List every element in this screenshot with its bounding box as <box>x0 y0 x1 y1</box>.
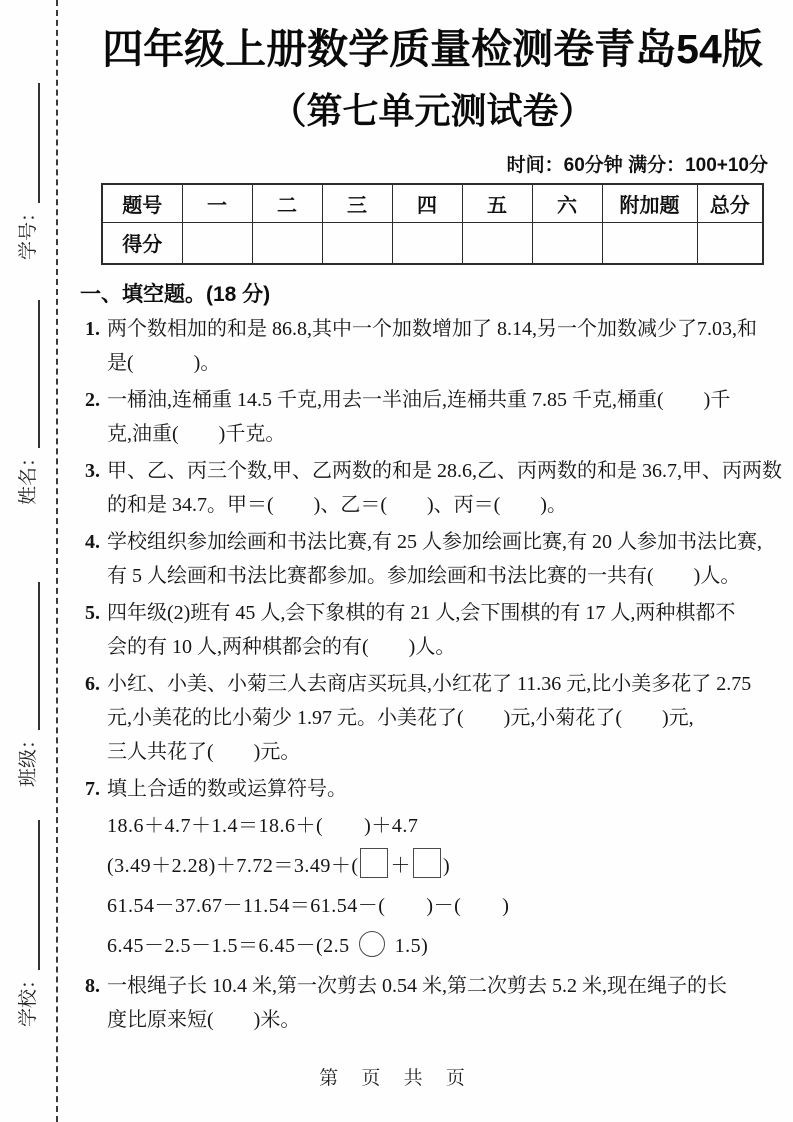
question-line: 的和是 34.7。甲＝( )、乙＝( )、丙＝( )。 <box>107 494 567 517</box>
blank-box <box>360 848 388 878</box>
operator-circle <box>359 931 385 957</box>
question-5 <box>85 596 780 664</box>
question-4 <box>85 525 780 593</box>
score-cell <box>392 222 462 264</box>
question-number: 4. <box>85 531 100 554</box>
question-7 <box>85 772 780 966</box>
question-number: 1. <box>85 318 100 341</box>
score-cell <box>697 222 763 264</box>
student-name-field <box>14 300 44 505</box>
question-number: 6. <box>85 673 100 696</box>
question-6 <box>85 667 780 769</box>
score-header-cell: 三 <box>322 184 392 222</box>
student-id-label: 学号： <box>18 202 39 260</box>
score-cell <box>322 222 392 264</box>
score-cell <box>252 222 322 264</box>
time-score-info: 时间：60分钟 满分：100+10分 <box>506 155 768 177</box>
question-2 <box>85 383 780 451</box>
question-8 <box>85 969 780 1037</box>
score-header-cell: 四 <box>392 184 462 222</box>
class-field <box>14 582 44 787</box>
question-line: 4. 学校组织参加绘画和书法比赛,有 25 人参加绘画比赛,有 20 人参加书法比赛, <box>85 525 780 559</box>
score-header-cell: 一 <box>182 184 252 222</box>
question-line: 元,小美花的比小菊少 1.97 元。小美花了( )元,小菊花了( )元, <box>107 707 694 730</box>
question-number: 2. <box>85 389 100 412</box>
page-subtitle: （第七单元测试卷） <box>270 90 595 132</box>
student-id-field <box>14 83 44 260</box>
score-header-cell: 总分 <box>697 184 763 222</box>
school-label: 学校： <box>18 969 39 1027</box>
fill-line <box>14 83 40 203</box>
score-cell <box>532 222 602 264</box>
score-header-cell: 二 <box>252 184 322 222</box>
score-header-cell: 六 <box>532 184 602 222</box>
question-line: 6. 小红、小美、小菊三人去商店买玩具,小红花了 11.36 元,比小美多花了 2.75 <box>85 667 780 701</box>
class-label: 班级： <box>18 729 39 787</box>
score-table-header-row <box>102 184 763 222</box>
page-footer: 第 页 共 页 <box>319 1068 474 1089</box>
score-table <box>101 183 764 265</box>
question-line: 3. 甲、乙、丙三个数,甲、乙两数的和是 28.6,乙、丙两数的和是 36.7,甲、丙两数 <box>85 454 780 488</box>
question-line: 5. 四年级(2)班有 45 人,会下象棋的有 21 人,会下围棋的有 17 人,两种棋都不 <box>85 596 780 630</box>
score-cell <box>602 222 697 264</box>
binding-margin <box>0 0 58 1122</box>
question-line: 是( )。 <box>107 352 221 375</box>
page-title: 四年级上册数学质量检测卷青岛54版 <box>102 26 763 72</box>
question-1 <box>85 312 780 380</box>
section-title: 一、填空题。(18 分) <box>80 283 271 307</box>
question-line: 会的有 10 人,两种棋都会的有( )人。 <box>107 636 456 659</box>
fill-line <box>14 300 40 448</box>
main-content <box>80 0 782 1040</box>
question-line: 三人共花了( )元。 <box>107 741 301 764</box>
question-line: 2. 一桶油,连桶重 14.5 千克,用去一半油后,连桶共重 7.85 千克,桶重( )千 <box>85 383 780 417</box>
score-header-cell: 题号 <box>102 184 182 222</box>
question-line: 克,油重( )千克。 <box>107 423 286 446</box>
question-number: 5. <box>85 602 100 625</box>
school-field <box>14 820 44 1027</box>
question-line: 度比原来短( )米。 <box>107 1009 301 1032</box>
equation-line: 6.45－2.5－1.5＝6.45－(2.5 1.5) <box>85 926 780 966</box>
question-3 <box>85 454 780 522</box>
score-cell <box>182 222 252 264</box>
question-line: 1. 两个数相加的和是 86.8,其中一个加数增加了 8.14,另一个加数减少了7.03,和 <box>85 312 780 346</box>
question-number: 8. <box>85 975 100 998</box>
equation-line: 61.54－37.67－11.54＝61.54－( )－( ) <box>107 895 510 918</box>
score-table-score-row <box>102 222 763 264</box>
equation-line: (3.49＋2.28)＋7.72＝3.49＋( ＋ ) <box>85 846 780 886</box>
question-line: 有 5 人绘画和书法比赛都参加。参加绘画和书法比赛的一共有( )人。 <box>107 565 741 588</box>
question-line: 8. 一根绳子长 10.4 米,第一次剪去 0.54 米,第二次剪去 5.2 米,现在绳子的长 <box>85 969 780 1003</box>
fill-line <box>14 820 40 970</box>
question-number: 7. <box>85 778 100 801</box>
blank-box <box>413 848 441 878</box>
fill-line <box>14 582 40 730</box>
equation-line: 18.6＋4.7＋1.4＝18.6＋( )＋4.7 <box>107 815 419 838</box>
question-line: 7. 填上合适的数或运算符号。 <box>85 772 780 806</box>
score-row-label: 得分 <box>102 222 182 264</box>
binding-dashed-line <box>56 0 58 1122</box>
score-header-cell: 五 <box>462 184 532 222</box>
score-cell <box>462 222 532 264</box>
questions <box>85 312 780 1037</box>
score-header-cell: 附加题 <box>602 184 697 222</box>
question-number: 3. <box>85 460 100 483</box>
student-name-label: 姓名： <box>18 447 39 505</box>
